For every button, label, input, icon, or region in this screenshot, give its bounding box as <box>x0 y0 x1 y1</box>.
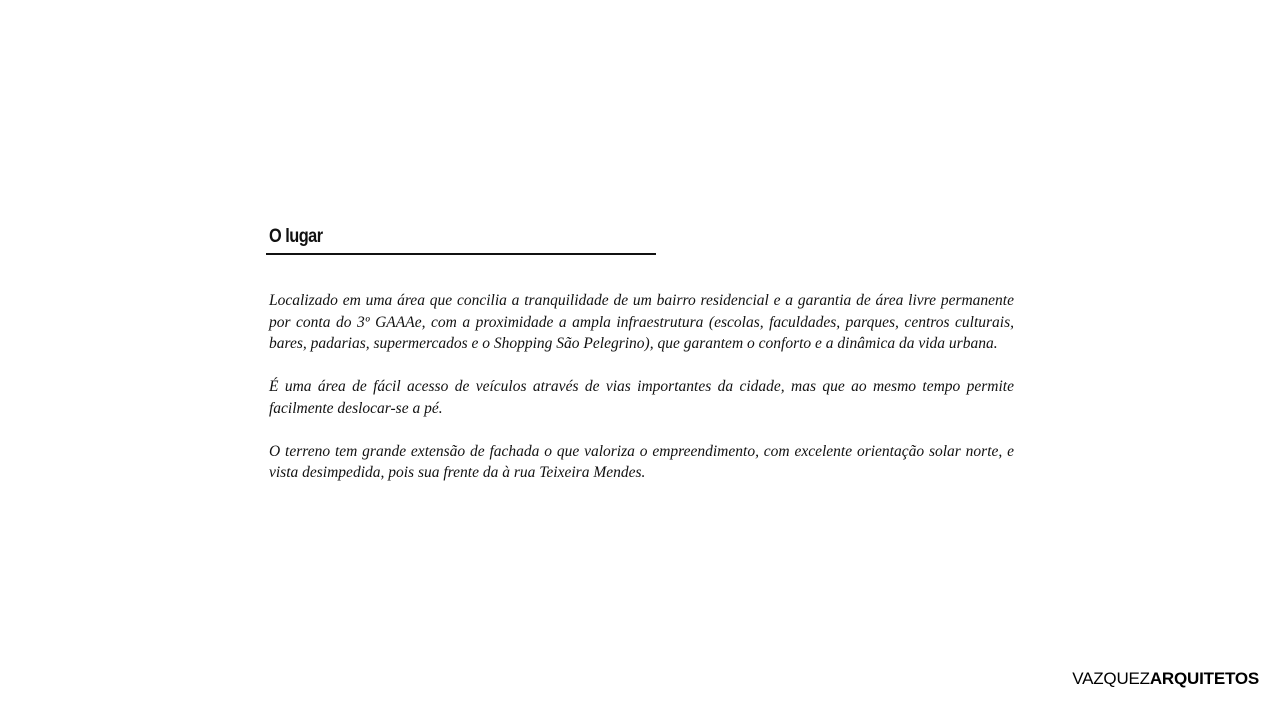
paragraph-location: Localizado em uma área que concilia a tranquilidade de um bairro residencial e a garantia de área livre permanente por conta do 3º GAAAe, com a proximidade a ampla infraestrutura (escolas, faculdades, parques, centros culturais, bares, padarias, supermercados e o Shopping São Pelegrino), que garantem o conforto e a dinâmica da vida urbana. <box>269 292 1014 352</box>
paragraph-terrain: O terreno tem grande extensão de fachada o que valoriza o empreendimento, com excelente orientação solar norte, e vista desimpedida, pois sua frente da à rua Teixeira Mendes. <box>269 442 1014 481</box>
body-text <box>266 290 1014 484</box>
title-underline <box>266 226 656 255</box>
brand-logo <box>1072 669 1259 689</box>
content-section <box>266 226 1014 505</box>
section-title: O lugar <box>269 226 323 247</box>
paragraph-access: É uma área de fácil acesso de veículos através de vias importantes da cidade, mas que ao mesmo tempo permite facilmente deslocar-se a pé. <box>269 378 1014 417</box>
brand-light: VAZQUEZ <box>1072 669 1150 688</box>
brand-bold: ARQUITETOS <box>1149 669 1259 688</box>
